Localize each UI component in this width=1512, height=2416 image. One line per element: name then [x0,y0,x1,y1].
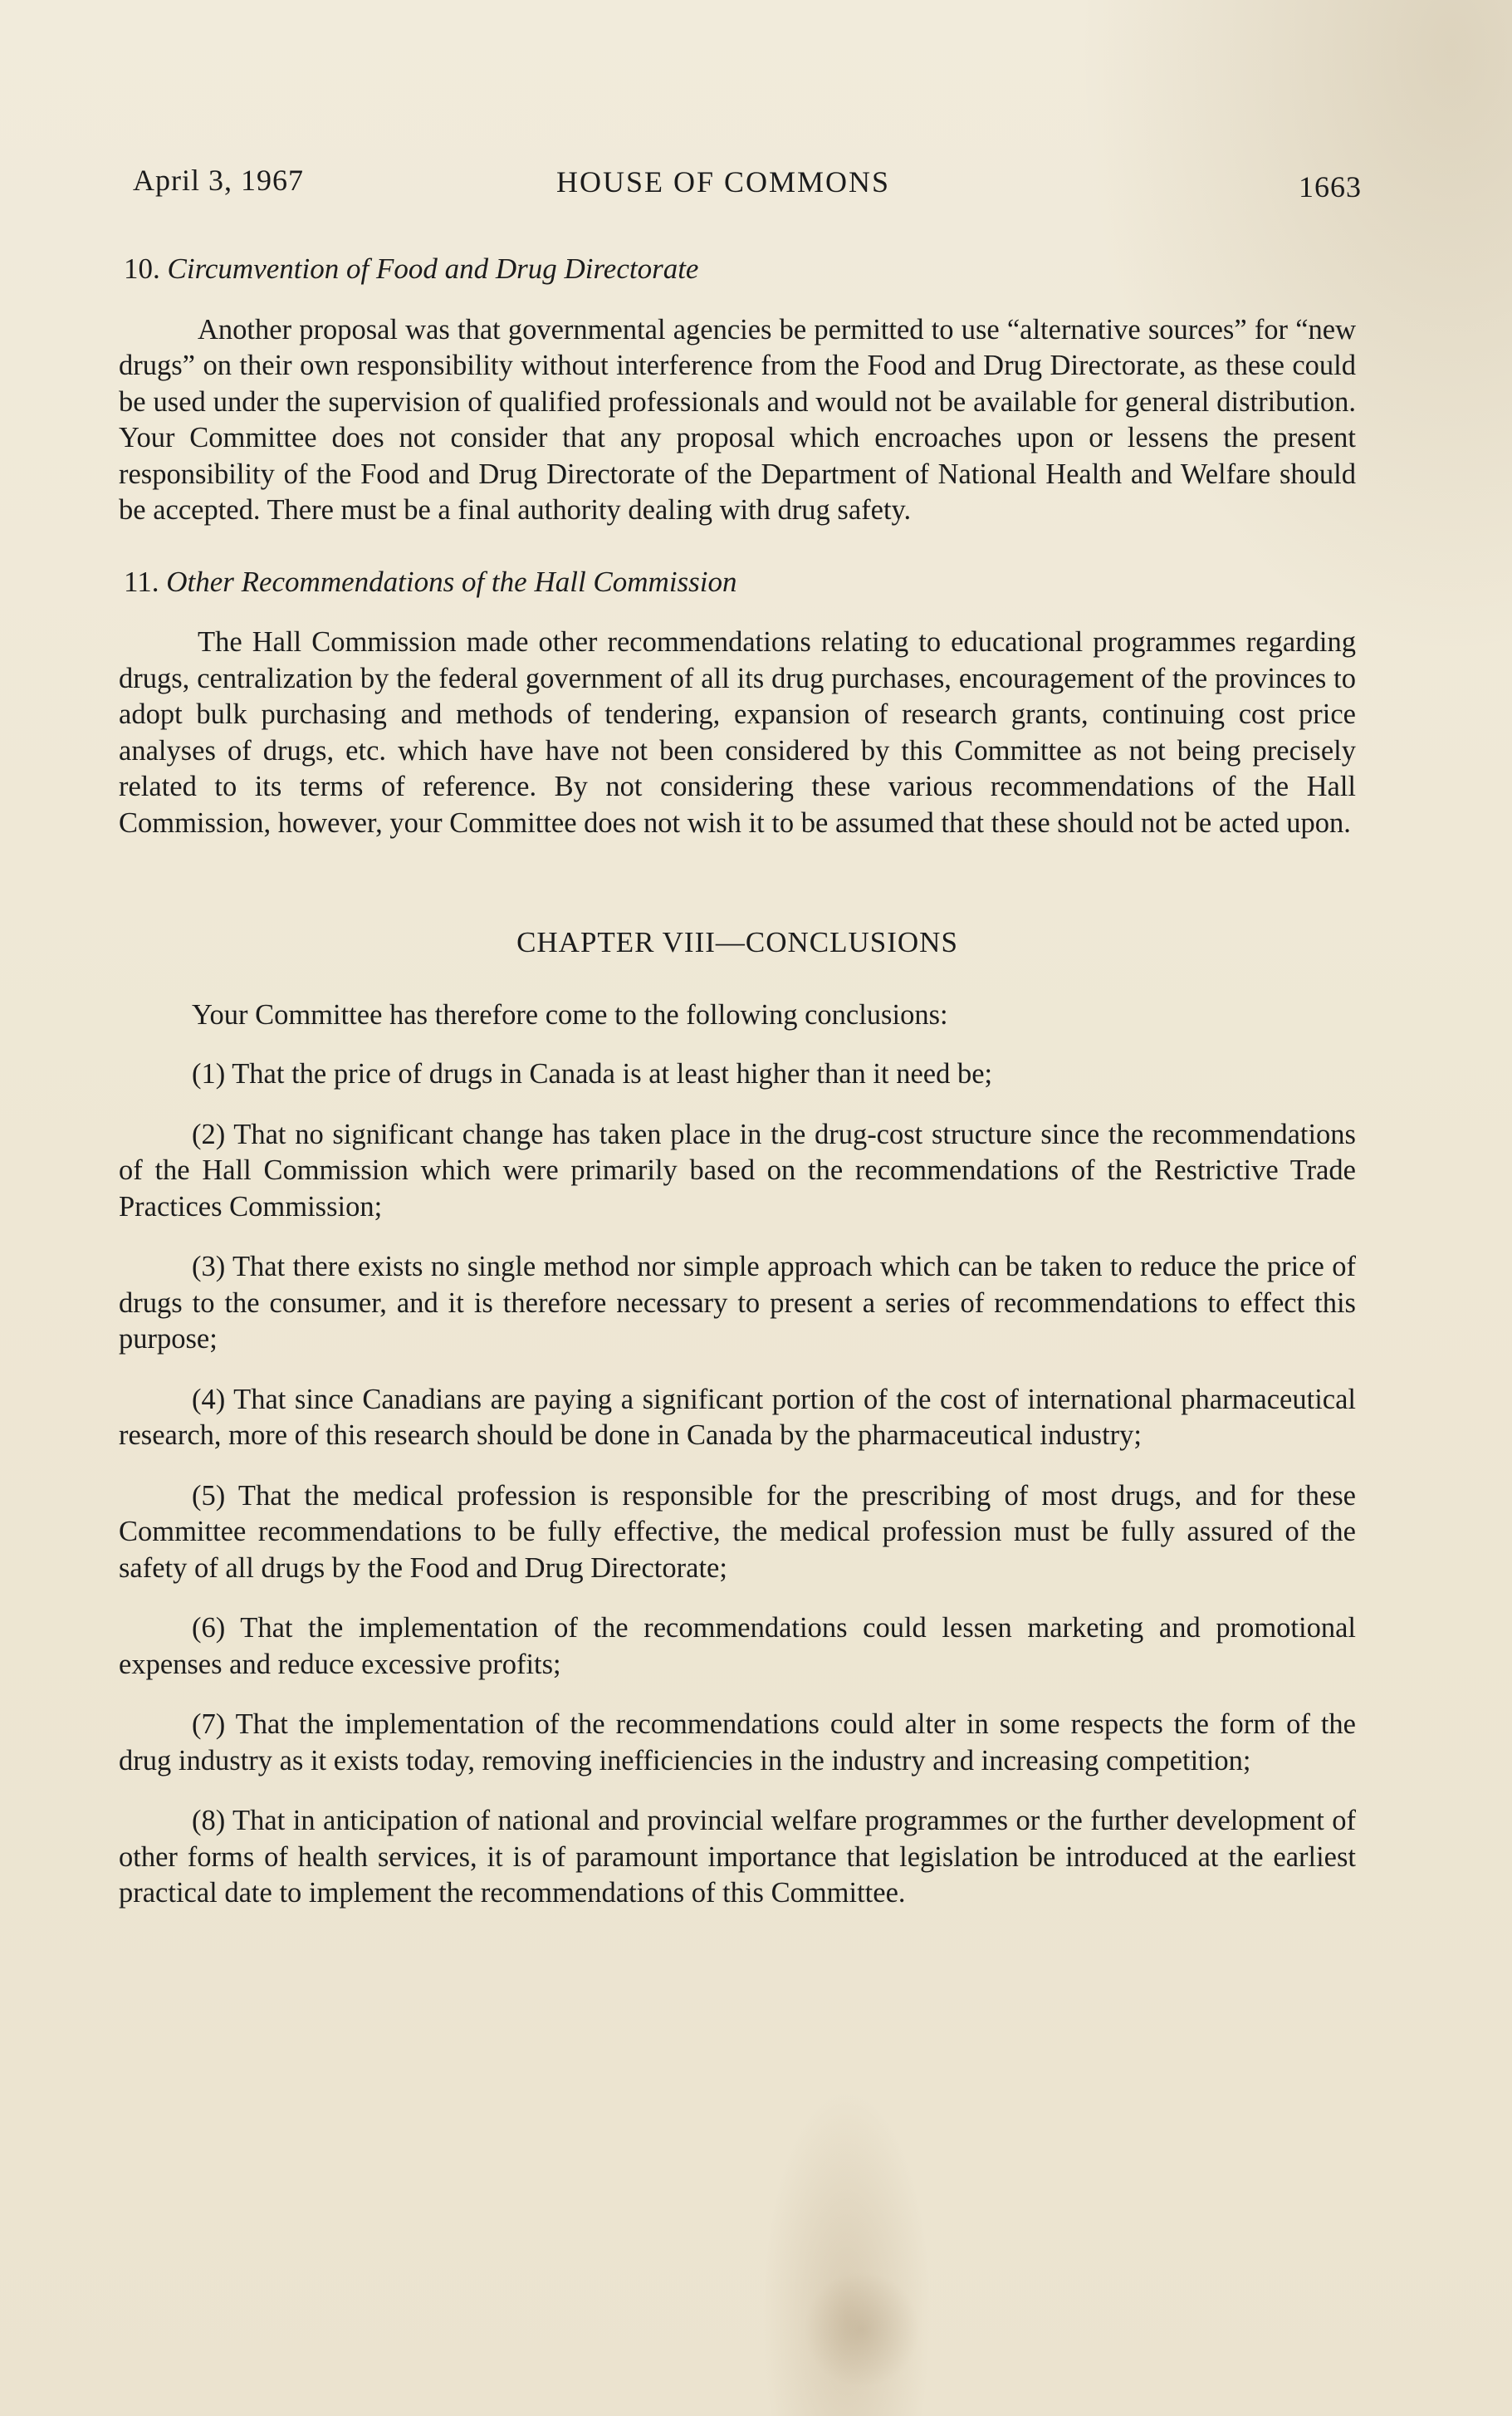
section-10-paragraph: Another proposal was that governmental agencies be permitted to use “alternative sources” for “new drugs” on their own responsibility without interference from the Food and Drug Directorate, as these could be used under the supervision of qualified professionals and would not be available for general distribution. Your Committee does not consider that any proposal which encroaches upon or lessens the present responsibility of the Food and Drug Directorate of the Department of National Health and Welfare should be accepted. There must be a final authority dealing with drug safety. [119,313,1356,526]
page-number: 1663 [1299,170,1362,203]
conclusion-item: (6) That the implementation of the recommendations could lessen marketing and promotional expenses and reduce excessive profits; [119,1612,1356,1680]
conclusion-item: (7) That the implementation of the recommendations could alter in some respects the form of the drug industry as it exists today, removing inefficiencies in the industry and increasing competition; [119,1708,1356,1776]
section-10-heading [124,251,1356,287]
conclusion-item: (3) That there exists no single method nor simple approach which can be taken to reduce the price of drugs to the consumer, and it is therefore necessary to present a series of recommendations to effect this purpose; [119,1251,1356,1355]
conclusions-intro: Your Committee has therefore come to the following conclusions: [192,998,948,1031]
conclusion-item: (5) That the medical profession is responsible for the prescribing of most drugs, and for these Committee recommendations to be fully effective, the medical profession must be fully assured of the safety of all drugs by the Food and Drug Directorate; [119,1479,1356,1584]
section-11-title: Other Recommendations of the Hall Commission [166,565,737,598]
section-10-title: Circumvention of Food and Drug Directorate [167,252,699,285]
header-title: HOUSE OF COMMONS [556,165,891,198]
chapter-heading: CHAPTER VIII—CONCLUSIONS [516,926,958,958]
paper-stain [804,2271,920,2388]
section-10-number: 10. [124,252,160,285]
page-content [119,251,1356,1936]
section-11-paragraph: The Hall Commission made other recommendations relating to educational programmes regarding drugs, centralization by the federal government of all its drug purchases, encouragement of the provinces to adopt bulk purchasing and methods of tendering, expansion of research grants, continuing cost price analyses of drugs, etc. which have have not been considered by this Committee as not being precisely related to its terms of reference. By not considering these various recommendations of the Hall Commission, however, your Committee does not wish it to be assumed that these should not be acted upon. [119,626,1356,839]
conclusion-item: (8) That in anticipation of national and provincial welfare programmes or the further development of other forms of health services, it is of paramount importance that legislation be introduced at the earliest practical date to implement the recommendations of this Committee. [119,1805,1356,1909]
section-11-number: 11. [124,565,159,598]
conclusion-item: (1) That the price of drugs in Canada is at least higher than it need be; [192,1058,993,1090]
header-date: April 3, 1967 [133,164,304,197]
section-11-heading [124,564,1356,600]
conclusion-item: (4) That since Canadians are paying a significant portion of the cost of international pharmaceutical research, more of this research should be done in Canada by the pharmaceutical industry; [119,1383,1356,1451]
running-header [133,163,1362,204]
conclusion-item: (2) That no significant change has taken place in the drug-cost structure since the recommendations of the Hall Commission which were primarily based on the recommendations of the Restrictive Trade Practices Commission; [119,1118,1356,1223]
